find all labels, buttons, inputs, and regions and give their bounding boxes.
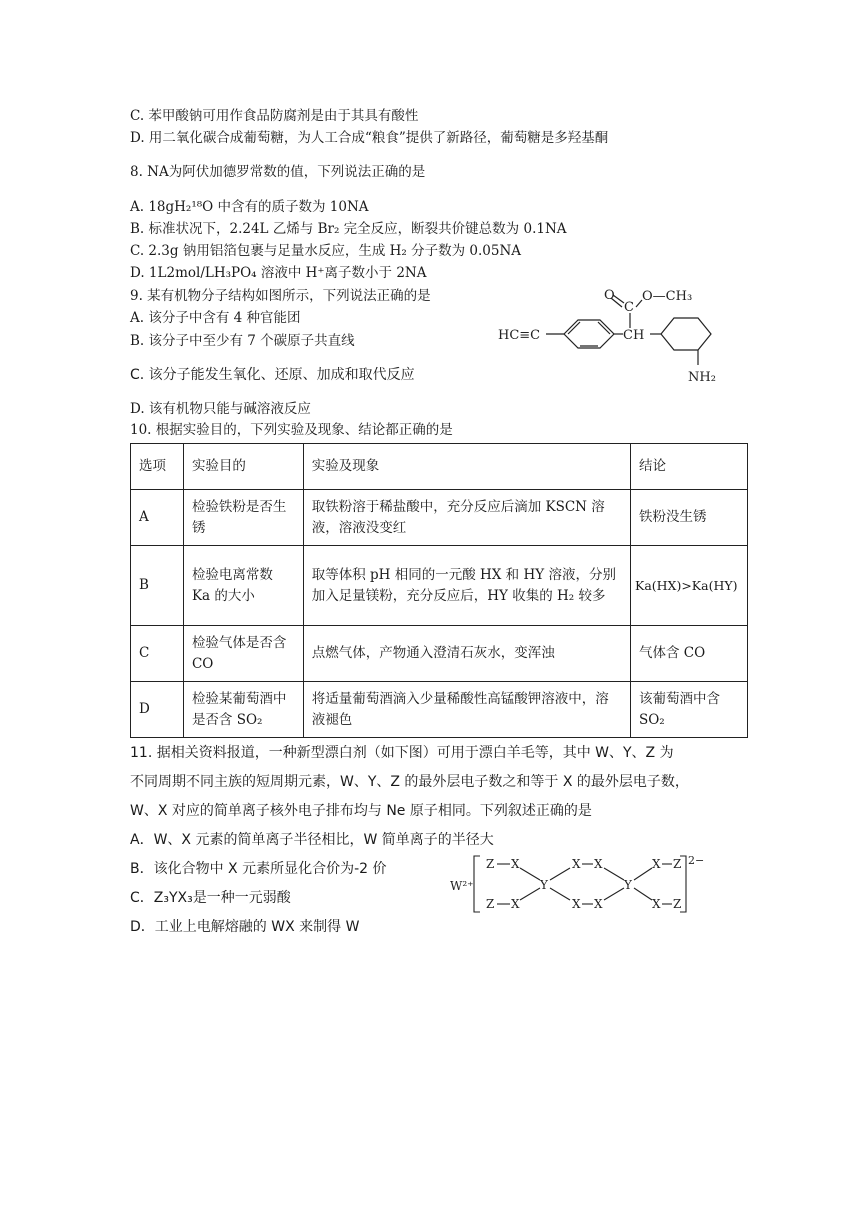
q8-option-c: C. 2.3g 钠用铝箔包裹与足量水反应，生成 H₂ 分子数为 0.05NA bbox=[130, 243, 522, 259]
q11-stem-line-3: W、X 对应的简单离子核外电子排布均与 Ne 原子相同。下列叙述正确的是 bbox=[130, 803, 592, 819]
conclusion-cell: 气体含 CO bbox=[630, 626, 747, 682]
q7-option-d: D. 用二氧化碳合成葡萄糖，为人工合成“粮食”提供了新路径，葡萄糖是多羟基酮 bbox=[130, 130, 609, 146]
table-row bbox=[131, 682, 748, 738]
procedure-cell: 将适量葡萄酒滴入少量稀酸性高锰酸钾溶液中，溶液褪色 bbox=[303, 682, 630, 738]
table-row bbox=[131, 626, 748, 682]
purpose-cell: 检验电离常数 Ka 的大小 bbox=[183, 546, 303, 626]
atom-x: X bbox=[594, 857, 603, 871]
header-cell: 实验目的 bbox=[183, 444, 303, 490]
atom-y: Y bbox=[624, 878, 632, 892]
q9-option-d: D. 该有机物只能与碱溶液反应 bbox=[130, 401, 311, 417]
purpose-cell: 检验某葡萄酒中是否含 SO₂ bbox=[183, 682, 303, 738]
conclusion-cell: 铁粉没生锈 bbox=[630, 490, 747, 546]
ether-group: O—CH₃ bbox=[642, 289, 693, 304]
atom-z: Z bbox=[486, 857, 495, 871]
q10-stem: 10. 根据实验目的，下列实验及现象、结论都正确的是 bbox=[130, 422, 453, 438]
q8-option-a: A. 18gH₂¹⁸O 中含有的质子数为 10NA bbox=[130, 199, 369, 215]
molecule-structure bbox=[490, 285, 730, 390]
atom-x: X bbox=[572, 897, 581, 911]
option-cell: D bbox=[131, 682, 184, 738]
cation-label: W²⁺ bbox=[450, 879, 474, 893]
q11-option-a: A．W、X 元素的简单离子半径相比，W 简单离子的半径大 bbox=[130, 832, 494, 848]
q11-stem-line-2: 不同周期不同主族的短周期元素，W、Y、Z 的最外层电子数之和等于 X 的最外层电子数， bbox=[130, 774, 689, 790]
q9-option-b: B. 该分子中至少有 7 个碳原子共直线 bbox=[130, 333, 355, 349]
q9-stem: 9. 某有机物分子结构如图所示，下列说法正确的是 bbox=[130, 288, 431, 304]
atom-x: X bbox=[572, 857, 581, 871]
q11-option-d: D．工业上电解熔融的 WX 来制得 W bbox=[130, 919, 360, 935]
benzene-ring bbox=[564, 320, 614, 348]
conclusion-cell: 该葡萄酒中含 SO₂ bbox=[630, 682, 747, 738]
header-cell: 实验及现象 bbox=[303, 444, 630, 490]
alkyne-group: HC≡C bbox=[498, 328, 541, 343]
q8-stem: 8. NA为阿伏加德罗常数的值，下列说法正确的是 bbox=[130, 164, 426, 180]
atom-x: X bbox=[652, 857, 661, 871]
ion-structure bbox=[448, 852, 708, 916]
atom-z: Z bbox=[673, 857, 682, 871]
q9-option-c: C. 该分子能发生氧化、还原、加成和取代反应 bbox=[130, 367, 415, 383]
q9-option-a: A. 该分子中含有 4 种官能团 bbox=[130, 310, 301, 326]
atom-z: Z bbox=[486, 897, 495, 911]
q11-option-b: B．该化合物中 X 元素所显化合价为-2 价 bbox=[130, 861, 387, 877]
option-cell: B bbox=[131, 546, 184, 626]
carbonyl-carbon: C bbox=[624, 300, 634, 315]
amino-group: NH₂ bbox=[688, 370, 716, 385]
atom-y: Y bbox=[540, 878, 548, 892]
q8-option-d: D. 1L2mol/LH₃PO₄ 溶液中 H⁺离子数小于 2NA bbox=[130, 265, 427, 281]
atom-x: X bbox=[511, 897, 520, 911]
q11-option-c: C．Z₃YX₃是一种一元弱酸 bbox=[130, 890, 291, 906]
atom-z: Z bbox=[673, 897, 682, 911]
ch-group: CH bbox=[623, 328, 645, 343]
q11-stem-line-1: 11. 据相关资料报道，一种新型漂白剂（如下图）可用于漂白羊毛等，其中 W、Y、Z 为 bbox=[130, 745, 674, 761]
left-bracket bbox=[474, 856, 480, 912]
atom-x: X bbox=[594, 897, 603, 911]
q7-option-c: C. 苯甲酸钠可用作食品防腐剂是由于其具有酸性 bbox=[130, 108, 419, 124]
q8-option-b: B. 标准状况下，2.24L 乙烯与 Br₂ 完全反应，断裂共价键总数为 0.1NA bbox=[130, 221, 567, 237]
purpose-cell: 检验气体是否含 CO bbox=[183, 626, 303, 682]
charge-label: 2− bbox=[688, 854, 705, 867]
option-cell: A bbox=[131, 490, 184, 546]
carbonyl-oxygen: O bbox=[604, 288, 615, 303]
experiment-table bbox=[130, 443, 748, 738]
procedure-cell: 取铁粉溶于稀盐酸中，充分反应后滴加 KSCN 溶液，溶液没变红 bbox=[303, 490, 630, 546]
cyclohexane-ring bbox=[661, 318, 711, 350]
procedure-cell: 取等体积 pH 相同的一元酸 HX 和 HY 溶液，分别加入足量镁粉，充分反应后，HY 收集的 H₂ 较多 bbox=[303, 546, 630, 626]
header-cell: 结论 bbox=[630, 444, 747, 490]
option-cell: C bbox=[131, 626, 184, 682]
table-row bbox=[131, 546, 748, 626]
atom-x: X bbox=[511, 857, 520, 871]
purpose-cell: 检验铁粉是否生锈 bbox=[183, 490, 303, 546]
procedure-cell: 点燃气体，产物通入澄清石灰水，变浑浊 bbox=[303, 626, 630, 682]
header-cell: 选项 bbox=[131, 444, 184, 490]
table-header-row bbox=[131, 444, 748, 490]
conclusion-cell: Ka(HX)>Ka(HY) bbox=[630, 546, 747, 626]
atom-x: X bbox=[652, 897, 661, 911]
table-row bbox=[131, 490, 748, 546]
